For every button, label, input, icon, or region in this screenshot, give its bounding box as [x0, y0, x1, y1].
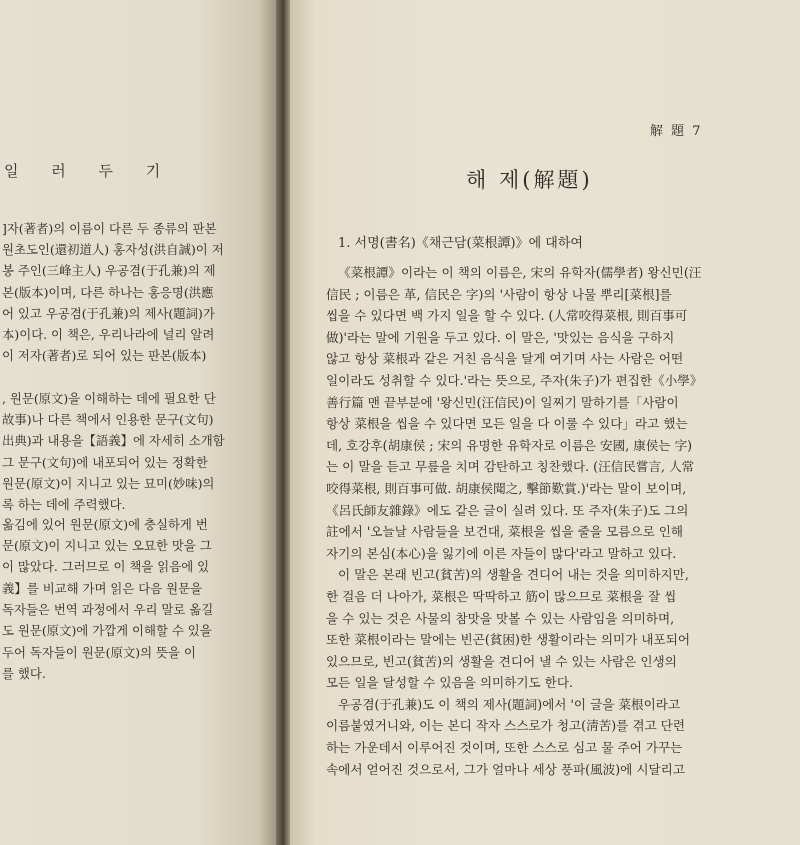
text-line: 本)이다. 이 책은, 우리나라에 널리 알려	[2, 326, 215, 342]
text-line: 做)'라는 말에 기원을 두고 있다. 이 말은, '맛있는 음식을 구하지	[326, 329, 675, 345]
text-line: 故事)나 다른 책에서 인용한 문구(文句)	[2, 412, 214, 428]
text-line: 있으므로, 빈고(貧苦)의 생활을 견디어 낼 수 있는 사람은 인생의	[326, 653, 677, 669]
text-line: 이 저자(著者)로 되어 있는 판본(版本)	[2, 348, 207, 364]
right-page	[290, 0, 800, 845]
text-line: 는 이 말을 듣고 무릎을 치며 감탄하고 칭찬했다. (汪信民嘗言, 人常	[326, 459, 695, 475]
text-line: 일이라도 성취할 수 있다.'라는 뜻으로, 주자(朱子)가 편집한《小學》	[326, 372, 703, 388]
text-line: 이 말은 본래 빈고(貧苦)의 생활을 견디어 내는 것을 의미하지만,	[338, 567, 689, 583]
text-line: 《菜根譚》이라는 이 책의 이름은, 宋의 유학자(儒學者) 왕신민(汪	[338, 265, 702, 280]
text-line: 그 문구(文句)에 내포되어 있는 정확한	[2, 454, 208, 470]
text-line: 咬得菜根, 則百事可做. 胡康侯聞之, 擊節歎賞.)'라는 말이 보이며,	[326, 480, 687, 496]
text-line: 하는 가운데서 이루어진 것이며, 또한 스스로 심고 물 주어 가꾸는	[326, 740, 683, 756]
text-line: 을 수 있는 것은 사물의 참맛을 맛볼 수 있는 사람임을 의미하며,	[326, 610, 675, 626]
text-line: 모든 일을 달성할 수 있음을 의미하기도 한다.	[326, 675, 574, 691]
text-line: 않고 항상 菜根과 같은 거친 음식을 달게 여기며 사는 사람은 어떤	[326, 351, 684, 367]
text-line: 봉 주인(三峰主人) 우공겸(于孔兼)의 제	[2, 263, 216, 279]
chapter-title: 해 제(解題)	[466, 168, 593, 192]
text-line: 본(版本)이며, 다른 하나는 홍응명(洪應	[2, 284, 214, 300]
text-line: , 원문(原文)을 이해하는 데에 필요한 단	[2, 391, 216, 406]
text-line: ]자(著者)의 이름이 다른 두 종류의 판본	[2, 221, 217, 236]
text-line: 또한 菜根이라는 말에는 빈곤(貧困)한 생활이라는 의미가 내포되어	[326, 632, 691, 648]
text-line: 원초도인(還初道人) 홍자성(洪自誠)이 저	[2, 242, 224, 258]
text-line: 善行篇 맨 끝부분에 '왕신민(汪信民)이 일찌기 말하기를「사람이	[326, 394, 679, 410]
left-page-heading: 일 러 두 기	[4, 162, 175, 180]
text-line: 씹을 수 있다면 백 가지 일을 할 수 있다. (人常咬得菜根, 則百事可	[326, 308, 688, 324]
text-line: 도 원문(原文)에 가깝게 이해할 수 있을	[2, 622, 212, 638]
text-line: 두어 독자들이 원문(原文)의 뜻을 이	[2, 645, 196, 660]
left-page	[0, 0, 282, 845]
left-paragraph-4	[2, 642, 272, 684]
text-line: 註에서 '오늘날 사람들을 보건대, 菜根을 씹을 줄을 모름으로 인해	[326, 524, 684, 540]
text-line: 독자들은 번역 과정에서 우리 말로 옮길	[2, 601, 214, 617]
left-paragraph-1	[2, 218, 272, 366]
text-line: 속에서 얻어진 것으로서, 그가 얼마나 세상 풍파(風波)에 시달리고	[326, 761, 686, 777]
text-line: 록 하는 데에 주력했다.	[2, 496, 126, 512]
text-line: 出典)과 내용을【語義】에 자세히 소개함	[2, 433, 225, 449]
text-line: 이 많았다. 그러므로 이 책을 읽음에 있	[2, 559, 210, 575]
text-line: 信民 ; 이름은 革, 信民은 字)의 '사람이 항상 나물 뿌리[菜根]를	[326, 286, 672, 302]
section-heading: 1. 서명(書名)《채근담(菜根譚)》에 대하여	[338, 236, 583, 251]
text-line: 義】를 비교해 가며 읽은 다음 원문을	[2, 580, 203, 596]
running-head: 解 題 7	[650, 124, 703, 139]
text-line: 《呂氏師友雜錄》에도 같은 글이 실려 있다. 또 주자(朱子)도 그의	[326, 502, 689, 518]
text-line: 어 있고 우공겸(于孔兼)의 제사(題詞)가	[2, 305, 215, 321]
body-text	[326, 262, 796, 780]
text-line: 옮김에 있어 원문(原文)에 충실하게 번	[2, 517, 208, 532]
left-paragraph-2	[2, 388, 272, 515]
text-line: 한 걸음 더 나아가, 菜根은 딱딱하고 筋이 많으므로 菜根을 잘 씹	[326, 588, 677, 604]
text-line: 를 했다.	[2, 666, 46, 682]
left-paragraph-3	[2, 514, 272, 641]
text-line: 문(原文)이 지니고 있는 오묘한 맛을 그	[2, 538, 212, 554]
text-line: 원문(原文)이 지니고 있는 묘미(妙味)의	[2, 475, 215, 491]
text-line: 항상 菜根을 씹을 수 있다면 모든 일을 다 이룰 수 있다」라고 했는	[326, 416, 688, 432]
text-line: 자기의 본심(本心)을 잃기에 이른 자들이 많다'라고 말하고 있다.	[326, 545, 677, 561]
text-line: 우공겸(于孔兼)도 이 책의 제사(題詞)에서 '이 글을 菜根이라고	[338, 696, 681, 712]
text-line: 이름붙였거니와, 이는 본디 작자 스스로가 청고(淸苦)를 겪고 단련	[326, 718, 686, 734]
text-line: 데, 호강후(胡康侯 ; 宋의 유명한 유학자로 이름은 安國, 康侯는 字)	[326, 437, 693, 453]
